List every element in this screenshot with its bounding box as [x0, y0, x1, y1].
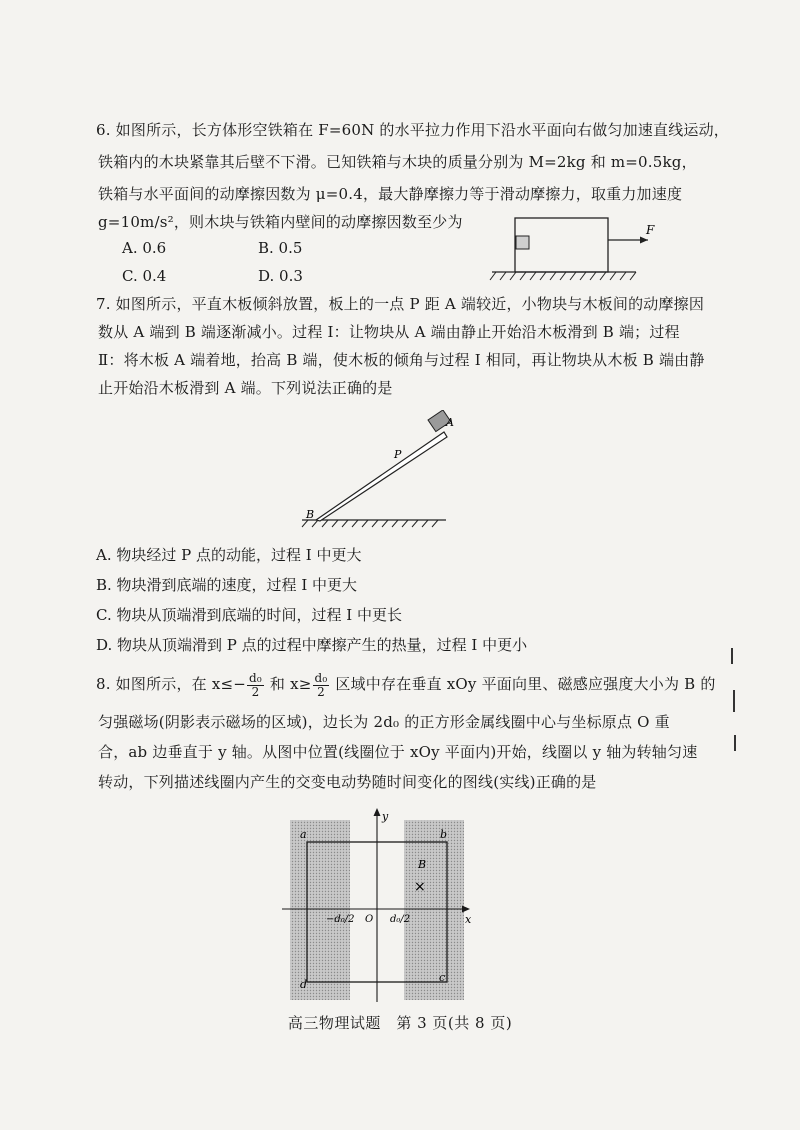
label-a: a: [300, 828, 307, 841]
force-arrowhead: [640, 237, 648, 244]
q8-fraction-1: [247, 672, 264, 699]
q6-line-1: 6. 如图所示，长方体形空铁箱在 F=60N 的水平拉力作用下沿水平面向右做匀加速直线运动，: [96, 121, 730, 139]
q7-line-3: Ⅱ：将木板 A 端着地，抬高 B 端，使木板的倾角与过程 Ⅰ 相同，再让物块从木板 B 端由静: [98, 351, 705, 369]
q6-option-c: C. 0.4: [122, 267, 167, 285]
q6-option-b: B. 0.5: [258, 239, 303, 257]
label-p: P: [394, 448, 402, 461]
y-axis-arrow: [374, 808, 381, 816]
force-label: F: [646, 223, 655, 237]
q6-option-a: A. 0.6: [122, 239, 167, 257]
into-page-cross-icon: ×: [414, 879, 426, 895]
ground-hatching: [490, 272, 636, 280]
q8-line-2: 匀强磁场(阴影表示磁场的区域)，边长为 2d₀ 的正方形金属线圈中心与坐标原点 O 重: [98, 713, 670, 731]
q8-fraction-2-denominator: 2: [317, 684, 325, 699]
q8-line-3: 合，ab 边垂直于 y 轴。从图中位置(线圈位于 xOy 平面内)开始，线圈以 y 轴为转轴匀速: [98, 743, 698, 761]
q8-fraction-1-numerator: d₀: [249, 670, 262, 685]
q6-line-3: 铁箱与水平面间的动摩擦因数为 μ=0.4，最大静摩擦力等于滑动摩擦力，取重力加速度: [98, 185, 683, 203]
label-x: x: [465, 913, 472, 926]
q7-option-a: A. 物块经过 P 点的动能，过程 Ⅰ 中更大: [96, 546, 362, 564]
q6-line-4: g=10m/s²，则木块与铁箱内壁间的动摩擦因数至少为: [98, 213, 463, 231]
q8-fraction-1-denominator: 2: [251, 684, 260, 699]
q6-option-d: D. 0.3: [258, 267, 303, 285]
label-b: b: [440, 828, 448, 841]
q8-line-4: 转动，下列描述线圈内产生的交变电动势随时间变化的图线(实线)正确的是: [98, 773, 597, 791]
page-footer: 高三物理试题 第 3 页(共 8 页): [287, 1014, 513, 1032]
q7-line-4: 止开始沿木板滑到 A 端。下列说法正确的是: [98, 379, 393, 397]
q7-line-1: 7. 如图所示，平直木板倾斜放置，板上的一点 P 距 A 端较近，小物块与木板间的动摩擦因: [96, 295, 705, 313]
label-neg-half-d0: −d₀/2: [326, 914, 355, 925]
label-field-b: B: [418, 858, 427, 871]
q8-line-1-part-b: 和 x≥: [264, 675, 312, 693]
scan-margin-mark: [733, 690, 735, 712]
q7-option-c: C. 物块从顶端滑到底端的时间，过程 Ⅰ 中更长: [96, 606, 402, 624]
q7-line-2: 数从 A 端到 B 端逐渐减小。过程 Ⅰ：让物块从 A 端由静止开始沿木板滑到 B 端；过程: [98, 323, 680, 341]
x-axis-arrow: [462, 906, 470, 913]
q8-line-1-part-c: 区域中存在垂直 xOy 平面向里、磁感应强度大小为 B 的: [330, 675, 716, 693]
q7-option-d: D. 物块从顶端滑到 P 点的过程中摩擦产生的热量，过程 Ⅰ 中更小: [96, 636, 528, 654]
q6-line-2: 铁箱内的木块紧靠其后壁不下滑。已知铁箱与木块的质量分别为 M=2kg 和 m=0.5kg，: [98, 153, 697, 171]
wood-block: [516, 236, 529, 249]
q8-figure-magnetic-field: [282, 806, 482, 1004]
q8-fraction-2-numerator: d₀: [314, 670, 328, 685]
q6-figure-iron-box: [488, 210, 668, 286]
ground-hatching: [302, 520, 438, 527]
label-a: A: [446, 416, 454, 429]
q7-figure-incline: [296, 410, 466, 530]
label-b: B: [306, 508, 315, 521]
scan-margin-mark: [731, 648, 733, 664]
wooden-board: [316, 432, 447, 521]
label-pos-half-d0: d₀/2: [390, 914, 411, 925]
label-origin: O: [365, 914, 374, 925]
magnetic-field-region-right: [404, 820, 464, 1000]
scan-margin-mark: [734, 735, 736, 751]
label-d: d: [300, 978, 308, 991]
q8-fraction-2: [313, 672, 330, 699]
q8-line-1: [96, 670, 716, 699]
magnetic-field-region-left: [290, 820, 350, 1000]
q8-line-1-part-a: 8. 如图所示，在 x≤−: [96, 675, 247, 693]
label-c: c: [439, 971, 446, 984]
label-y: y: [382, 810, 389, 823]
q7-option-b: B. 物块滑到底端的速度，过程 Ⅰ 中更大: [96, 576, 358, 594]
